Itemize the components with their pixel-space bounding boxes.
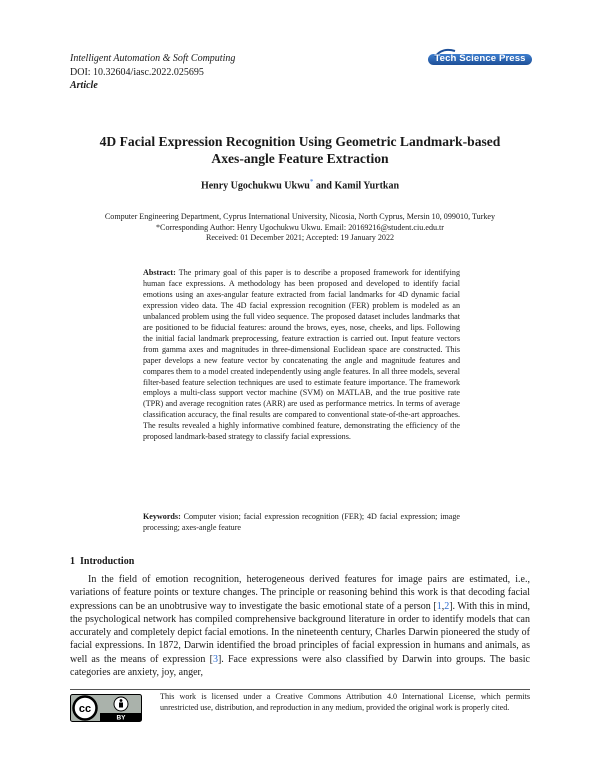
corresponding-author: *Corresponding Author: Henry Ugochukwu Ukwu. Email: 20169216@student.ciu.edu.tr bbox=[156, 222, 444, 232]
citation-1[interactable]: 1 bbox=[436, 600, 442, 612]
footer-divider bbox=[70, 689, 530, 690]
cc-badge-label: cc bbox=[78, 703, 92, 715]
author-yurtkan: and Kamil Yurtkan bbox=[313, 180, 400, 192]
citation-3[interactable]: 3 bbox=[212, 653, 218, 665]
intro-text-3: ]. Face expressions were also classified by Darwin into groups. The basic categories are anxiety, joy, anger, bbox=[70, 653, 530, 679]
title-line-1: 4D Facial Expression Recognition Using Geometric Landmark-based bbox=[99, 134, 501, 149]
cc-by-badge[interactable] bbox=[70, 694, 142, 722]
abstract-label: Abstract: bbox=[143, 268, 176, 277]
publisher-logo bbox=[428, 51, 532, 65]
abstract bbox=[143, 268, 460, 443]
section-title: Introduction bbox=[80, 556, 135, 567]
section-number: 1 bbox=[70, 556, 75, 567]
doi[interactable]: DOI: 10.32604/iasc.2022.025695 bbox=[70, 66, 204, 78]
keywords-text: Computer vision; facial expression recognition (FER); 4D facial expression; image processing; axes-angle feature bbox=[143, 512, 460, 532]
journal-header bbox=[70, 52, 235, 93]
intro-text-1: In the field of emotion recognition, heterogeneous derived features for image pairs are estimated, i.e., variations of feature points or texture changes. The principle or reasoning behind this work is that decoding facial expressions can be an unobtrusive way to investigate the basic emotional state of a person [ bbox=[70, 574, 530, 612]
author-list bbox=[70, 178, 530, 191]
intro-text-2: ]. With this in mind, the psychological network has compiled comprehensive background literature in order to identify models that can accurately and completely depict facial emotions. In the nineteenth century, Charles Darwin pioneered the study of facial expressions. In 1872, Darwin identified the broad principles of facial expression in humans and animals, as well as the means of expression [ bbox=[70, 600, 530, 665]
affiliation: Computer Engineering Department, Cyprus International University, Nicosia, North Cyprus, Mersin 10, 099010, Turkey bbox=[104, 212, 496, 221]
abstract-text: The primary goal of this paper is to describe a proposed framework for identifying human face expressions. A methodology has been proposed and developed to identify facial emotions using an axes-angular feature extracted from facial landmarks for 4D dynamic facial expression video data. The 4D facial expression recognition (FER) problem is modeled as an unbalanced problem using the full video sequence. The proposed dataset includes landmarks that are positioned to be fiducial features: around the brows, eyes, nose, cheeks, and lips. Following the initial facial landmark preprocessing, feature extraction is carried out. Input feature vectors from gamma axes and magnitudes in three-dimensional Euclidean space are constructed. This paper develops a new feature vector by concatenating the angle and magnitude features and compares them to a model created independently using angle features. In all three models, several filter-based feature selection techniques are used to estimate feature importance. The framework employs a multi-class support vector machine (SVM) on MATLAB, and the true positive rate (TPR) and average recognition rates (ARR) are used as performance metrics. In terms of average classification accuracy, the final results are compared to conventional state-of-the-art approaches. The results revealed a highly informative combined feature, demonstrating the efficiency of the proposed landmark-based strategy to classify facial expressions. bbox=[143, 268, 460, 442]
author-ukwu: Henry Ugochukwu Ukwu bbox=[200, 180, 310, 192]
keywords bbox=[143, 512, 460, 534]
person-icon-body bbox=[119, 703, 123, 708]
keywords-label: Keywords: bbox=[143, 512, 181, 521]
article-type: Article bbox=[70, 80, 98, 91]
license-notice: This work is licensed under a Creative Commons Attribution 4.0 International License, which permits unrestricted use, distribution, and reproduction in any medium, provided the original work is properly cited. bbox=[160, 692, 530, 712]
publisher-name: Tech Science Press bbox=[434, 53, 526, 64]
journal-name: Intelligent Automation & Soft Computing bbox=[70, 53, 236, 64]
intro-paragraph bbox=[70, 573, 530, 679]
received-dates: Received: 01 December 2021; Accepted: 19 January 2022 bbox=[205, 233, 395, 242]
citation-sep: , bbox=[441, 600, 445, 612]
title-line-2: Axes-angle Feature Extraction bbox=[211, 151, 389, 166]
section-heading bbox=[70, 556, 134, 567]
by-badge-label: BY bbox=[116, 714, 126, 722]
person-icon bbox=[120, 699, 123, 702]
affiliation-block bbox=[70, 212, 530, 244]
paper-title bbox=[70, 133, 530, 167]
corresponding-mark[interactable]: * bbox=[309, 178, 314, 186]
citation-2[interactable]: 2 bbox=[444, 600, 450, 612]
